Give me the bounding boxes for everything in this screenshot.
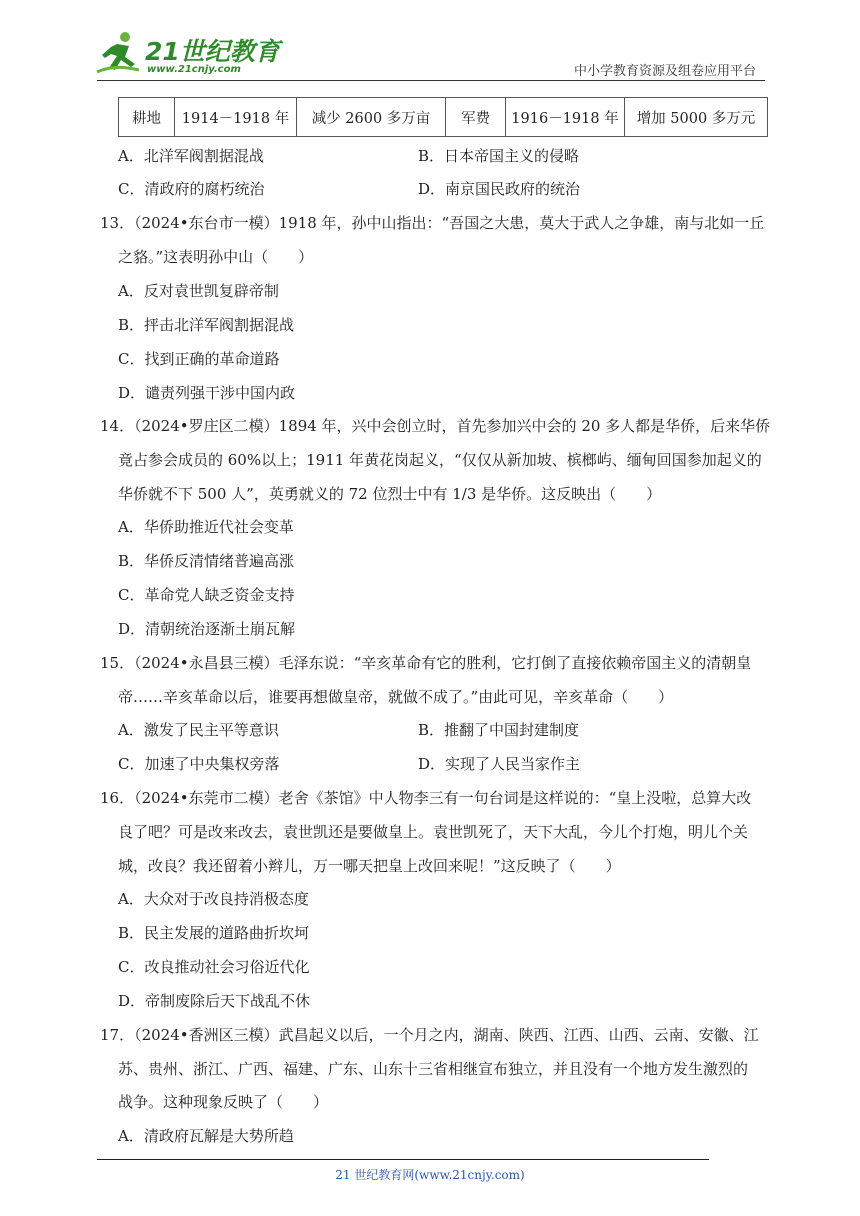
q13-option-a[interactable]: A．反对袁世凯复辟帝制 [118, 282, 279, 300]
table-cell: 1916－1918 年 [506, 98, 625, 137]
q13-option-b[interactable]: B．抨击北洋军阀割据混战 [118, 316, 295, 334]
q16-option-d[interactable]: D．帝制废除后天下战乱不休 [118, 992, 311, 1010]
q15-stem-line1: 15．（2024•永昌县三模）毛泽东说：“辛亥革命有它的胜利，它打倒了直接依赖帝国主义的清朝皇 [100, 654, 752, 672]
footer-divider [97, 1159, 709, 1160]
logo-text: 21世纪教育 [145, 37, 280, 66]
table-cell: 减少 2600 多万亩 [297, 98, 446, 137]
runner-logo-icon [95, 30, 147, 78]
q13-stem-line2: 之貉。”这表明孙中山（ ） [118, 248, 314, 266]
q15-option-a[interactable]: A．激发了民主平等意识 [118, 721, 279, 739]
q14-option-b[interactable]: B．华侨反清情绪普遍高涨 [118, 552, 295, 570]
q14-option-a[interactable]: A．华侨助推近代社会变革 [118, 518, 294, 536]
table-cell: 1914－1918 年 [175, 98, 297, 137]
q16-stem-line3: 城，改良？我还留着小辫儿，万一哪天把皇上改回来呢！”这反映了（ ） [118, 857, 621, 875]
q15-stem-line2: 帝……辛亥革命以后，谁要再想做皇帝，就做不成了。”由此可见，辛亥革命（ ） [118, 688, 674, 706]
q12-option-b[interactable]: B．日本帝国主义的侵略 [418, 147, 580, 165]
table-row [119, 98, 768, 137]
q16-option-c[interactable]: C．改良推动社会习俗近代化 [118, 958, 310, 976]
footer-link[interactable]: 21 世纪教育网(www.21cnjy.com) [335, 1168, 525, 1182]
q13-option-c[interactable]: C．找到正确的革命道路 [118, 350, 280, 368]
q16-stem-line1: 16．（2024•东莞市二模）老舍《茶馆》中人物李三有一句台词是这样说的：“皇上没啦，总算大改 [100, 789, 752, 807]
header-divider [97, 80, 765, 81]
q14-option-d[interactable]: D．清朝统治逐渐土崩瓦解 [118, 620, 296, 638]
q13-stem-line1: 13．（2024•东台市一模）1918 年，孙中山指出：“吾国之大患，莫大于武人之争雄，南与北如一丘 [100, 214, 765, 232]
q17-option-a[interactable]: A．清政府瓦解是大势所趋 [118, 1127, 294, 1145]
q15-option-d[interactable]: D．实现了人民当家作主 [418, 755, 581, 773]
table-cell: 耕地 [119, 98, 175, 137]
q12-option-d[interactable]: D．南京国民政府的统治 [418, 180, 581, 198]
q14-stem-line2: 竟占参会成员的 60%以上；1911 年黄花岗起义，“仅仅从新加坡、槟榔屿、缅甸回国参加起义的 [118, 451, 762, 469]
platform-title: 中小学教育资源及组卷应用平台 [573, 64, 756, 79]
q16-stem-line2: 良了吧？可是改来改去，袁世凯还是要做皇上。袁世凯死了，天下大乱，今儿个打炮，明儿个关 [118, 823, 749, 841]
q15-option-c[interactable]: C．加速了中央集权旁落 [118, 755, 280, 773]
table-cell: 增加 5000 多万元 [625, 98, 768, 137]
table-cell: 军费 [446, 98, 506, 137]
q17-stem-line1: 17．（2024•香洲区三模）武昌起义以后，一个月之内，湖南、陕西、江西、山西、云南、安徽、江 [100, 1026, 759, 1044]
q14-stem-line3: 华侨就不下 500 人”，英勇就义的 72 位烈士中有 1/3 是华侨。这反映出（ ） [118, 485, 662, 503]
q15-option-b[interactable]: B．推翻了中国封建制度 [418, 721, 580, 739]
logo-url: www.21cnjy.com [147, 64, 241, 75]
q14-option-c[interactable]: C．革命党人缺乏资金支持 [118, 586, 295, 604]
page-header [0, 0, 860, 80]
site-logo[interactable] [95, 30, 280, 80]
q13-option-d[interactable]: D．谴责列强干涉中国内政 [118, 384, 296, 402]
q16-option-b[interactable]: B．民主发展的道路曲折坎坷 [118, 924, 310, 942]
q16-option-a[interactable]: A．大众对于改良持消极态度 [118, 890, 309, 908]
q17-stem-line2: 苏、贵州、浙江、广西、福建、广东、山东十三省相继宣布独立，并且没有一个地方发生激烈的 [118, 1060, 749, 1078]
q14-stem-line1: 14．（2024•罗庄区二模）1894 年，兴中会创立时，首先参加兴中会的 20 多人都是华侨，后来华侨 [100, 417, 771, 435]
q12-option-c[interactable]: C．清政府的腐朽统治 [118, 180, 265, 198]
data-table [118, 97, 768, 137]
q17-stem-line3: 战争。这种现象反映了（ ） [118, 1093, 329, 1111]
q12-option-a[interactable]: A．北洋军阀割据混战 [118, 147, 264, 165]
